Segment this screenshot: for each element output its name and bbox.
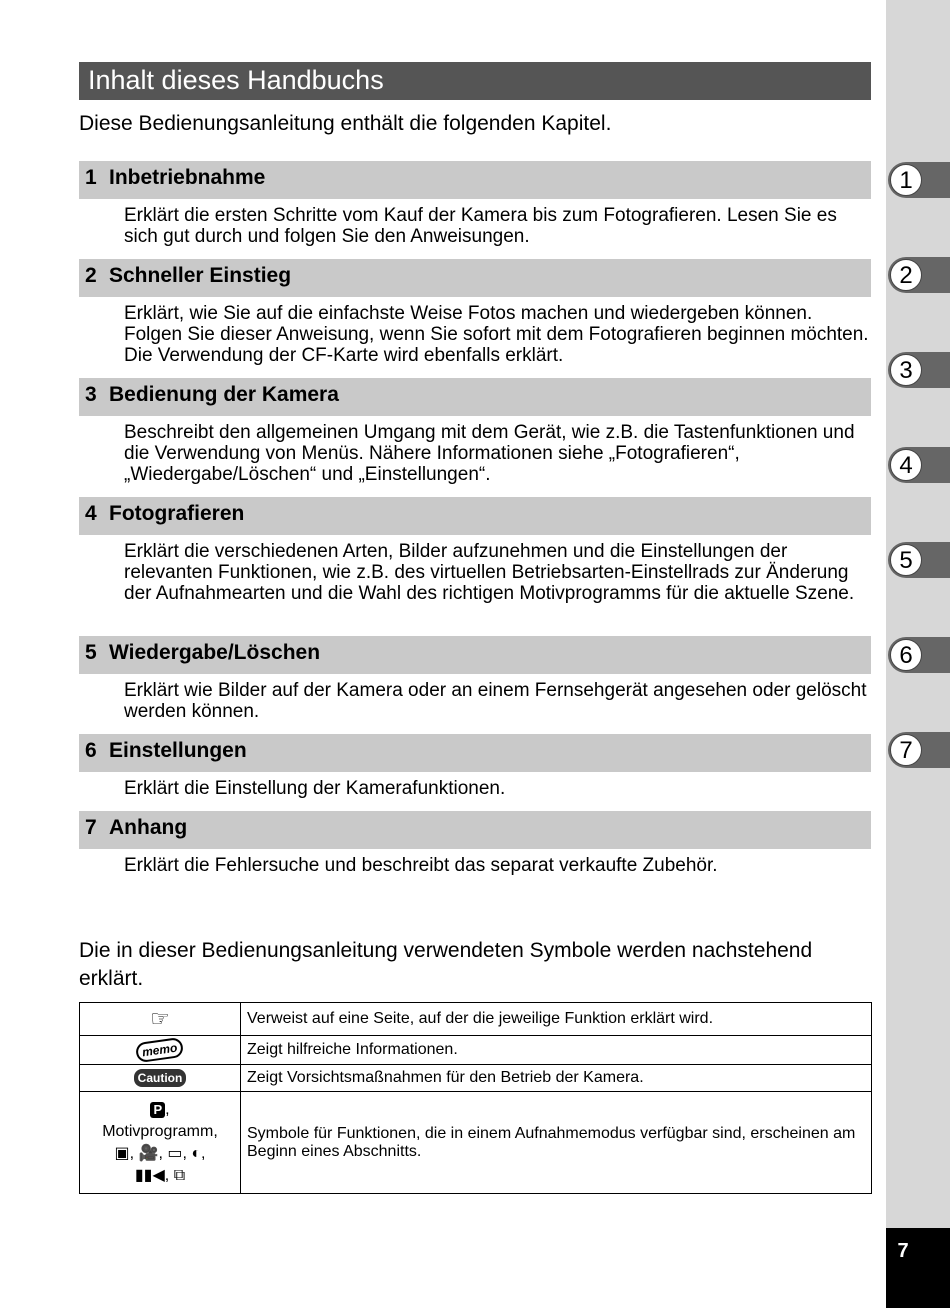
- side-tab-4[interactable]: [888, 447, 950, 483]
- chapter-number: 7: [85, 816, 97, 839]
- chapter-title: Fotografieren: [109, 502, 245, 525]
- chapter-heading-2[interactable]: [79, 259, 871, 297]
- chapter-heading-4[interactable]: [79, 497, 871, 535]
- side-tab-3[interactable]: [888, 352, 950, 388]
- table-row: [80, 1036, 872, 1065]
- chapter-number: 3: [85, 383, 97, 406]
- symbol-description: Zeigt Vorsichtsmaßnahmen für den Betrieb der Kamera.: [241, 1065, 872, 1092]
- table-row: [80, 1065, 872, 1092]
- multi-exposure-icon: ⧉: [173, 1166, 186, 1184]
- page-title-bar: [79, 62, 871, 100]
- chapter-title: Anhang: [109, 816, 188, 839]
- chapter-heading-5[interactable]: [79, 636, 871, 674]
- chapter-title: Schneller Einstieg: [109, 264, 292, 287]
- side-tab-7[interactable]: [888, 732, 950, 768]
- symbol-cell: [80, 1065, 241, 1092]
- chapter-title: Einstellungen: [109, 739, 247, 762]
- table-row: [80, 1003, 872, 1036]
- chapter-title: Bedienung der Kamera: [109, 383, 339, 406]
- side-tab-6[interactable]: [888, 637, 950, 673]
- motivprogramm-label: Motivprogramm,: [102, 1122, 218, 1140]
- chapter-description-7: Erklärt die Fehlersuche und beschreibt das separat verkaufte Zubehör.: [124, 855, 718, 876]
- tab-label: 6: [890, 639, 922, 671]
- side-tab-2[interactable]: [888, 257, 950, 293]
- tab-label: 2: [890, 259, 922, 291]
- symbol-description: Symbole für Funktionen, die in einem Aufnahmemodus verfügbar sind, erscheinen am Beginn eines Abschnitts.: [241, 1092, 872, 1194]
- chapter-number: 4: [85, 502, 97, 525]
- symbol-cell: [80, 1036, 241, 1065]
- tab-label: 4: [890, 449, 922, 481]
- page-number-box: [886, 1228, 950, 1308]
- digital-filter-icon: ◐: [191, 1144, 202, 1162]
- chapter-number: 5: [85, 641, 97, 664]
- symbol-description: Zeigt hilfreiche Informationen.: [241, 1036, 872, 1065]
- symbols-intro: Die in dieser Bedienungsanleitung verwendeten Symbole werden nachstehend erklärt.: [79, 939, 813, 990]
- chapter-number: 6: [85, 739, 97, 762]
- table-row: [80, 1092, 872, 1194]
- chapter-description-5: Erklärt wie Bilder auf der Kamera oder an einem Fernsehgerät angesehen oder gelöscht werden können.: [124, 680, 867, 722]
- 3d-mode-icon: ▭: [167, 1144, 183, 1162]
- tab-label: 1: [890, 164, 922, 196]
- chapter-title: Wiedergabe/Löschen: [109, 641, 321, 664]
- symbol-cell: [80, 1003, 241, 1036]
- chapter-heading-6[interactable]: [79, 734, 871, 772]
- intro-text: Diese Bedienungsanleitung enthält die folgenden Kapitel.: [79, 112, 612, 135]
- side-tab-5[interactable]: [888, 542, 950, 578]
- caution-icon: Caution: [134, 1069, 187, 1087]
- symbols-table: [79, 1002, 872, 1194]
- chapter-description-2: Erklärt, wie Sie auf die einfachste Weise Fotos machen und wiedergeben können. Folgen Sie dieser Anweisung, wenn Sie sofort mit dem Fotografieren beginnen möchten. Die Verwendung der CF-Karte wird ebenfalls erklärt.: [124, 303, 869, 366]
- program-mode-icon: P: [150, 1102, 165, 1118]
- page-title: Inhalt dieses Handbuchs: [88, 65, 384, 95]
- mode-icons: P , Motivprogramm, ▣, 🎥, ▭, ◐, ▮▮◀, ⧉: [102, 1100, 218, 1184]
- chapter-description-1: Erklärt die ersten Schritte vom Kauf der Kamera bis zum Fotografieren. Lesen Sie es sich gut durch und folgen Sie den Anweisungen.: [124, 205, 837, 247]
- chapter-heading-1[interactable]: [79, 161, 871, 199]
- chapter-heading-7[interactable]: [79, 811, 871, 849]
- chapter-number: 1: [85, 166, 97, 189]
- tab-label: 5: [890, 544, 922, 576]
- page-number: 7: [897, 1240, 909, 1262]
- tab-label: 3: [890, 354, 922, 386]
- symbol-description: Verweist auf eine Seite, auf der die jeweilige Funktion erklärt wird.: [241, 1003, 872, 1036]
- symbol-cell: [80, 1092, 241, 1194]
- panorama-mode-icon: ▮▮◀: [134, 1166, 165, 1184]
- side-tab-1[interactable]: [888, 162, 950, 198]
- movie-mode-icon: 🎥: [138, 1144, 159, 1162]
- tab-label: 7: [890, 734, 922, 766]
- memo-icon: memo: [135, 1037, 185, 1063]
- chapter-heading-3[interactable]: [79, 378, 871, 416]
- chapter-description-4: Erklärt die verschiedenen Arten, Bilder aufzunehmen und die Einstellungen der relevanten Funktionen, wie z.B. des virtuellen Betriebsarten-Einstellrads zur Änderung der Aufnahmearten und die Wahl des richtigen Motivprogramms für die aktuelle Szene.: [124, 541, 855, 604]
- chapter-title: Inbetriebnahme: [109, 166, 266, 189]
- chapter-description-3: Beschreibt den allgemeinen Umgang mit dem Gerät, wie z.B. die Tastenfunktionen und die Verwendung von Menüs. Nähere Informationen siehe „Fotografieren“, „Wiedergabe/Löschen“ und „Einstellungen“.: [124, 422, 855, 485]
- picture-mode-icon: ▣: [114, 1144, 130, 1162]
- pointing-hand-icon: ☞: [150, 1006, 170, 1031]
- chapter-description-6: Erklärt die Einstellung der Kamerafunktionen.: [124, 778, 506, 799]
- chapter-number: 2: [85, 264, 97, 287]
